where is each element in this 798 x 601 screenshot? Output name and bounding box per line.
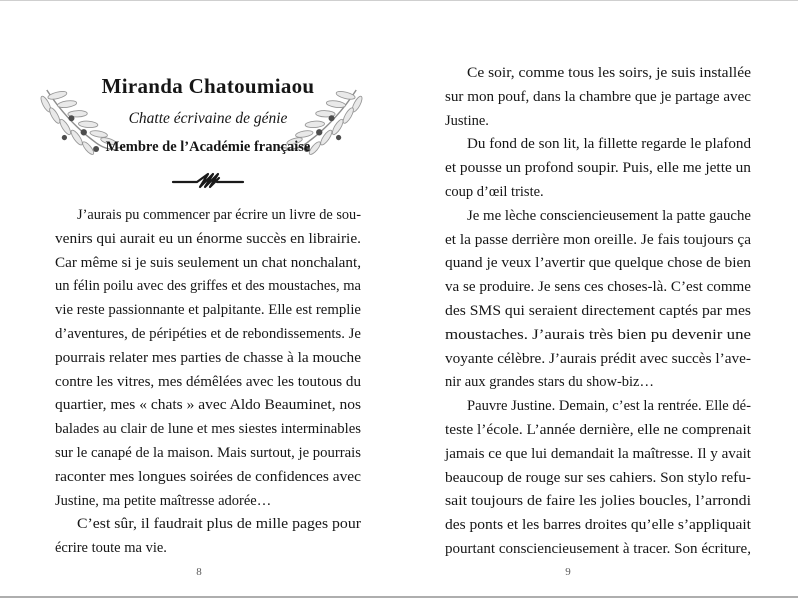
text-line-content: va se produire. Je sens ces choses-là. C’est comme xyxy=(445,279,751,296)
text-line xyxy=(55,204,361,228)
text-line-content: et pousse un profond soupir. Puis, elle me jette un xyxy=(445,160,751,177)
text-line xyxy=(445,467,751,491)
text-line xyxy=(445,133,751,157)
bottom-edge-line xyxy=(0,596,798,598)
text-line xyxy=(445,348,751,372)
text-line-content: Ce soir, comme tous les soirs, je suis installée xyxy=(467,65,751,81)
text-line xyxy=(445,324,751,348)
text-line-content: Justine. xyxy=(445,112,489,129)
right-page-text xyxy=(445,62,751,562)
text-line-content: voyante célèbre. J’aurais prédit avec succès l’ave- xyxy=(445,350,751,367)
text-line xyxy=(445,110,751,134)
text-line-content: J’aurais pu commencer par écrire un livre de sou- xyxy=(77,207,361,223)
author-affiliation: Membre de l’Académie française xyxy=(105,139,311,155)
text-line xyxy=(445,490,751,514)
text-line-content: Pauvre Justine. Demain, c’est la rentrée. Elle dé- xyxy=(467,398,751,415)
text-line xyxy=(55,442,361,466)
text-line xyxy=(445,252,751,276)
text-line-content: nir aux grandes stars du show-biz… xyxy=(445,374,654,391)
text-line xyxy=(55,323,361,347)
text-line xyxy=(445,300,751,324)
text-line-content: pourtant consciencieusement à tracer. Son écriture, xyxy=(445,540,751,557)
text-line xyxy=(55,299,361,323)
text-line xyxy=(445,276,751,300)
text-line xyxy=(55,490,361,514)
text-line xyxy=(445,62,751,86)
text-line xyxy=(445,371,751,395)
text-line-content: C’est sûr, il faudrait plus de mille pages pour xyxy=(77,516,361,533)
text-line xyxy=(55,371,361,395)
page-number-left: 8 xyxy=(196,566,202,578)
text-line xyxy=(445,181,751,205)
text-line xyxy=(55,513,361,537)
text-line xyxy=(445,538,751,562)
text-line-content: des SMS qui seraient directement captés par mes xyxy=(445,302,751,319)
text-line xyxy=(55,228,361,252)
text-line xyxy=(445,229,751,253)
text-line-content: et la passe derrière mon oreille. Je fais toujours ça xyxy=(445,231,751,248)
text-line xyxy=(55,275,361,299)
text-line-content: Justine, ma petite maîtresse adorée… xyxy=(55,492,272,509)
text-line-content: sur mon pouf, dans la chambre que je partage avec xyxy=(445,88,751,105)
text-line xyxy=(55,466,361,490)
page-left xyxy=(55,0,361,601)
text-line xyxy=(55,537,361,561)
text-line-content: beaucoup de rouge sur ses cahiers. Son stylo refu- xyxy=(445,469,751,486)
text-line-content: Je me lèche consciencieusement la patte gauche xyxy=(467,207,751,224)
text-line-content: venirs qui aurait eu un énorme succès en librairie. xyxy=(55,230,361,247)
text-line-content: d’aventures, de péripéties et de rebondissements. Je xyxy=(55,325,362,342)
text-line-content: Du fond de son lit, la fillette regarde le plafond xyxy=(467,136,751,153)
text-line-content: écrire toute ma vie. xyxy=(55,540,167,557)
text-line xyxy=(445,86,751,110)
text-line-content: pourrais relater mes parties de chasse à la mouche xyxy=(55,349,361,366)
text-line xyxy=(55,418,361,442)
text-line xyxy=(445,157,751,181)
text-line xyxy=(55,347,361,371)
text-line-content: des ponts et les barres droites qu’elle s’appliquait xyxy=(445,517,751,534)
page-right xyxy=(445,0,751,601)
text-line xyxy=(445,419,751,443)
author-title: Miranda Chatoumiaou xyxy=(101,74,315,98)
squiggle-divider-icon xyxy=(171,171,245,191)
text-line xyxy=(445,205,751,229)
text-line-content: un félin poilu avec des griffes et des moustaches, ma xyxy=(55,278,361,295)
text-line-content: moustaches. J’aurais très bien pu devenir une xyxy=(445,326,751,343)
text-line-content: raconter mes longues soirées de confidences avec xyxy=(55,468,361,485)
text-line-content: quartier, mes « chats » avec Aldo Beauminet, nos xyxy=(55,397,361,414)
left-page-text xyxy=(55,204,361,561)
text-line-content: balades au clair de lune et mes siestes interminables xyxy=(55,421,361,438)
text-line xyxy=(445,443,751,467)
text-line-content: contre les vitres, mes démêlées avec les toutous du xyxy=(55,373,361,390)
text-line-content: teste l’école. L’année dernière, elle ne comprenait xyxy=(445,421,751,438)
text-line xyxy=(445,395,751,419)
text-line-content: Car même si je suis seulement un chat nonchalant, xyxy=(55,254,361,271)
text-line-content: sait toujours de faire les jolies boucles, l’arrondi xyxy=(445,493,751,510)
page-number-right: 9 xyxy=(565,566,571,578)
text-line-content: jamais ce que lui demandait la maîtresse. Il y avait xyxy=(445,445,751,462)
text-line-content: quand je veux l’avertir que quelque chose de bien xyxy=(445,255,751,272)
text-line-content: coup d’œil triste. xyxy=(445,183,544,200)
text-line xyxy=(55,394,361,418)
text-line xyxy=(55,252,361,276)
text-line-content: vie reste passionnante et palpitante. Elle est remplie xyxy=(55,302,361,319)
text-line-content: sur le canapé de la maison. Mais surtout, je pourrais xyxy=(55,444,361,461)
author-subtitle: Chatte écrivaine de génie xyxy=(128,110,288,127)
text-line xyxy=(445,514,751,538)
